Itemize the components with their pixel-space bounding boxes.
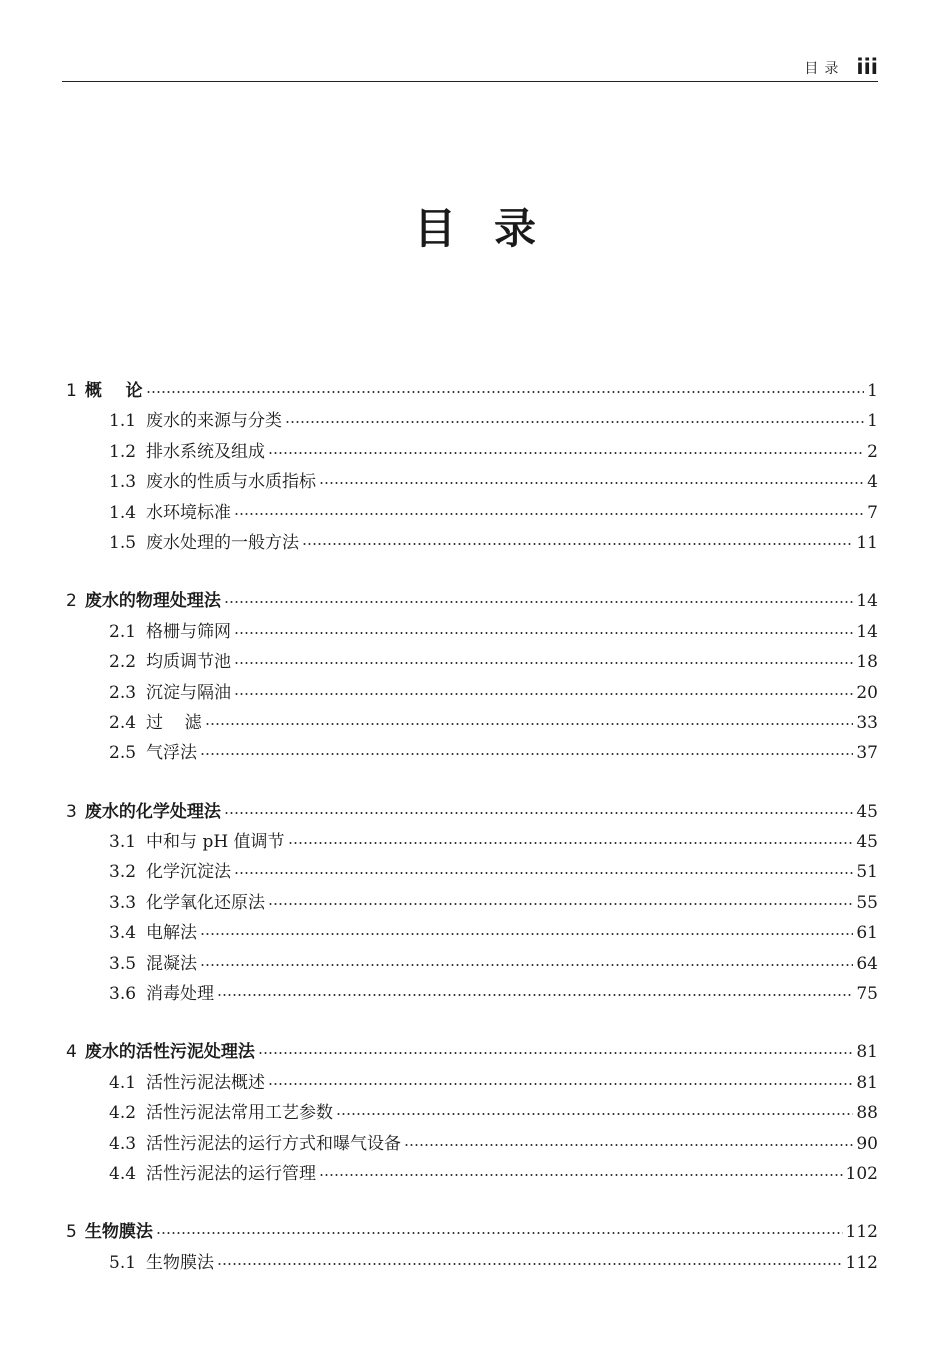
toc-chapter-1 <box>66 376 878 558</box>
entry-page-number: 112 <box>845 1252 878 1273</box>
entry-title: 化学氧化还原法 <box>146 892 266 913</box>
entry-title: 生物膜法 <box>84 1222 153 1243</box>
entry-number: 2.5 <box>109 743 137 764</box>
entry-title: 废水处理的一般方法 <box>146 532 300 553</box>
dot-leader <box>200 932 853 936</box>
entry-page-number: 4 <box>867 472 878 493</box>
toc-chapter-3 <box>66 797 878 1010</box>
entry-page-number: 14 <box>856 621 878 642</box>
dot-leader <box>268 902 853 906</box>
toc-section-entry[interactable] <box>66 1129 878 1159</box>
toc-section-entry[interactable] <box>66 888 878 918</box>
entry-number: 4.3 <box>109 1133 137 1154</box>
dot-leader <box>217 993 853 997</box>
entry-page-number: 81 <box>856 1072 878 1093</box>
running-head-page-number: iii <box>856 55 878 79</box>
dot-leader <box>234 631 853 635</box>
toc-chapter-entry[interactable] <box>66 1217 878 1247</box>
toc-section-entry[interactable] <box>66 498 878 528</box>
entry-page-number: 88 <box>856 1103 878 1124</box>
entry-title: 生物膜法 <box>146 1252 215 1273</box>
entry-number: 5 <box>66 1222 77 1243</box>
entry-number: 1.5 <box>109 532 137 553</box>
entry-page-number: 81 <box>856 1042 878 1063</box>
dot-leader <box>336 1112 853 1116</box>
entry-number: 3.4 <box>109 923 137 944</box>
toc-chapter-entry[interactable] <box>66 376 878 406</box>
dot-leader <box>268 1082 853 1086</box>
entry-number: 2.3 <box>109 682 137 703</box>
entry-page-number: 51 <box>856 862 878 883</box>
dot-leader <box>234 692 853 696</box>
dot-leader <box>217 1262 843 1266</box>
entry-title: 活性污泥法的运行管理 <box>146 1163 317 1184</box>
entry-number: 4.4 <box>109 1163 137 1184</box>
entry-title: 废水的活性污泥处理法 <box>84 1042 255 1063</box>
dot-leader <box>234 661 853 665</box>
entry-page-number: 45 <box>856 801 878 822</box>
entry-number: 4.1 <box>109 1072 137 1093</box>
toc-chapter-2 <box>66 586 878 768</box>
toc-section-entry[interactable] <box>66 979 878 1009</box>
entry-page-number: 45 <box>856 832 878 853</box>
toc-section-entry[interactable] <box>66 617 878 647</box>
toc-section-entry[interactable] <box>66 647 878 677</box>
entry-page-number: 64 <box>856 953 878 974</box>
toc-section-entry[interactable] <box>66 437 878 467</box>
toc-section-entry[interactable] <box>66 1098 878 1128</box>
page-title: 目录 <box>413 204 574 253</box>
toc-section-entry[interactable] <box>66 708 878 738</box>
entry-number: 4.2 <box>109 1103 137 1124</box>
entry-title: 排水系统及组成 <box>146 441 266 462</box>
running-head-title: 目录 <box>804 61 845 77</box>
toc-section-entry[interactable] <box>66 1159 878 1189</box>
entry-page-number: 37 <box>856 743 878 764</box>
toc-section-entry[interactable] <box>66 1248 878 1278</box>
dot-leader <box>319 481 864 485</box>
entry-page-number: 112 <box>845 1222 878 1243</box>
entry-page-number: 14 <box>856 591 878 612</box>
toc-section-entry[interactable] <box>66 406 878 436</box>
toc-section-entry[interactable] <box>66 528 878 558</box>
entry-title: 废水的来源与分类 <box>146 411 283 432</box>
dot-leader <box>146 390 865 394</box>
entry-number: 2.4 <box>109 712 137 733</box>
dot-leader <box>285 420 864 424</box>
toc-chapter-5 <box>66 1217 878 1278</box>
toc-section-entry[interactable] <box>66 738 878 768</box>
dot-leader <box>319 1173 843 1177</box>
entry-title: 水环境标准 <box>146 502 232 523</box>
entry-title: 废水的化学处理法 <box>84 801 221 822</box>
entry-page-number: 90 <box>856 1133 878 1154</box>
entry-title: 电解法 <box>146 923 198 944</box>
entry-number: 2.1 <box>109 621 137 642</box>
entry-title: 中和与 pH 值调节 <box>146 832 285 853</box>
entry-title: 沉淀与隔油 <box>146 682 232 703</box>
dot-leader <box>404 1143 853 1147</box>
toc-section-entry[interactable] <box>66 918 878 948</box>
toc-section-entry[interactable] <box>66 949 878 979</box>
dot-leader <box>224 811 854 815</box>
entry-number: 1.3 <box>109 472 137 493</box>
dot-leader <box>156 1231 843 1235</box>
entry-page-number: 61 <box>856 923 878 944</box>
entry-title: 气浮法 <box>146 743 198 764</box>
entry-title: 混凝法 <box>146 953 198 974</box>
entry-number: 3.2 <box>109 862 137 883</box>
dot-leader <box>234 871 853 875</box>
entry-number: 3.1 <box>109 832 137 853</box>
entry-page-number: 11 <box>856 532 878 553</box>
entry-number: 3 <box>66 801 77 822</box>
dot-leader <box>258 1051 854 1055</box>
entry-number: 1 <box>66 381 77 401</box>
entry-number: 1.2 <box>109 441 137 462</box>
entry-number: 3.3 <box>109 892 137 913</box>
toc-section-entry[interactable] <box>66 678 878 708</box>
entry-title: 废水的物理处理法 <box>84 591 221 612</box>
entry-number: 1.4 <box>109 502 137 523</box>
dot-leader <box>234 512 864 516</box>
dot-leader <box>200 963 853 967</box>
entry-number: 2 <box>66 591 77 612</box>
entry-page-number: 33 <box>856 712 878 733</box>
entry-page-number: 7 <box>867 502 878 523</box>
dot-leader <box>288 841 854 845</box>
toc-chapter-entry[interactable] <box>66 586 878 616</box>
entry-title: 概 论 <box>84 381 143 401</box>
toc-section-entry[interactable] <box>66 857 878 887</box>
entry-page-number: 1 <box>867 381 878 401</box>
toc-section-entry[interactable] <box>66 467 878 497</box>
toc-chapter-entry[interactable] <box>66 797 878 827</box>
running-head <box>62 48 878 82</box>
entry-number: 5.1 <box>109 1252 137 1273</box>
entry-number: 3.5 <box>109 953 137 974</box>
toc-section-entry[interactable] <box>66 1068 878 1098</box>
entry-number: 1.1 <box>109 411 137 432</box>
entry-title: 化学沉淀法 <box>146 862 232 883</box>
entry-page-number: 55 <box>856 892 878 913</box>
entry-title: 格栅与筛网 <box>146 621 232 642</box>
entry-page-number: 102 <box>845 1163 878 1184</box>
entry-number: 2.2 <box>109 652 137 673</box>
entry-page-number: 18 <box>856 652 878 673</box>
toc-chapter-4 <box>66 1037 878 1189</box>
entry-title: 废水的性质与水质指标 <box>146 472 317 493</box>
entry-page-number: 1 <box>867 411 878 432</box>
toc-chapter-entry[interactable] <box>66 1037 878 1067</box>
dot-leader <box>268 451 864 455</box>
entry-title: 消毒处理 <box>146 984 215 1005</box>
table-of-contents <box>66 376 878 1306</box>
dot-leader <box>200 752 853 756</box>
entry-title: 活性污泥法概述 <box>146 1072 266 1093</box>
entry-title: 过 滤 <box>146 712 202 733</box>
entry-number: 3.6 <box>109 984 137 1005</box>
toc-section-entry[interactable] <box>66 827 878 857</box>
entry-title: 活性污泥法常用工艺参数 <box>146 1103 334 1124</box>
entry-page-number: 20 <box>856 682 878 703</box>
entry-page-number: 2 <box>867 441 878 462</box>
entry-page-number: 75 <box>856 984 878 1005</box>
entry-title: 均质调节池 <box>146 652 232 673</box>
entry-title: 活性污泥法的运行方式和曝气设备 <box>146 1133 402 1154</box>
dot-leader <box>302 542 853 546</box>
dot-leader <box>205 722 854 726</box>
dot-leader <box>224 600 854 604</box>
entry-number: 4 <box>66 1042 77 1063</box>
